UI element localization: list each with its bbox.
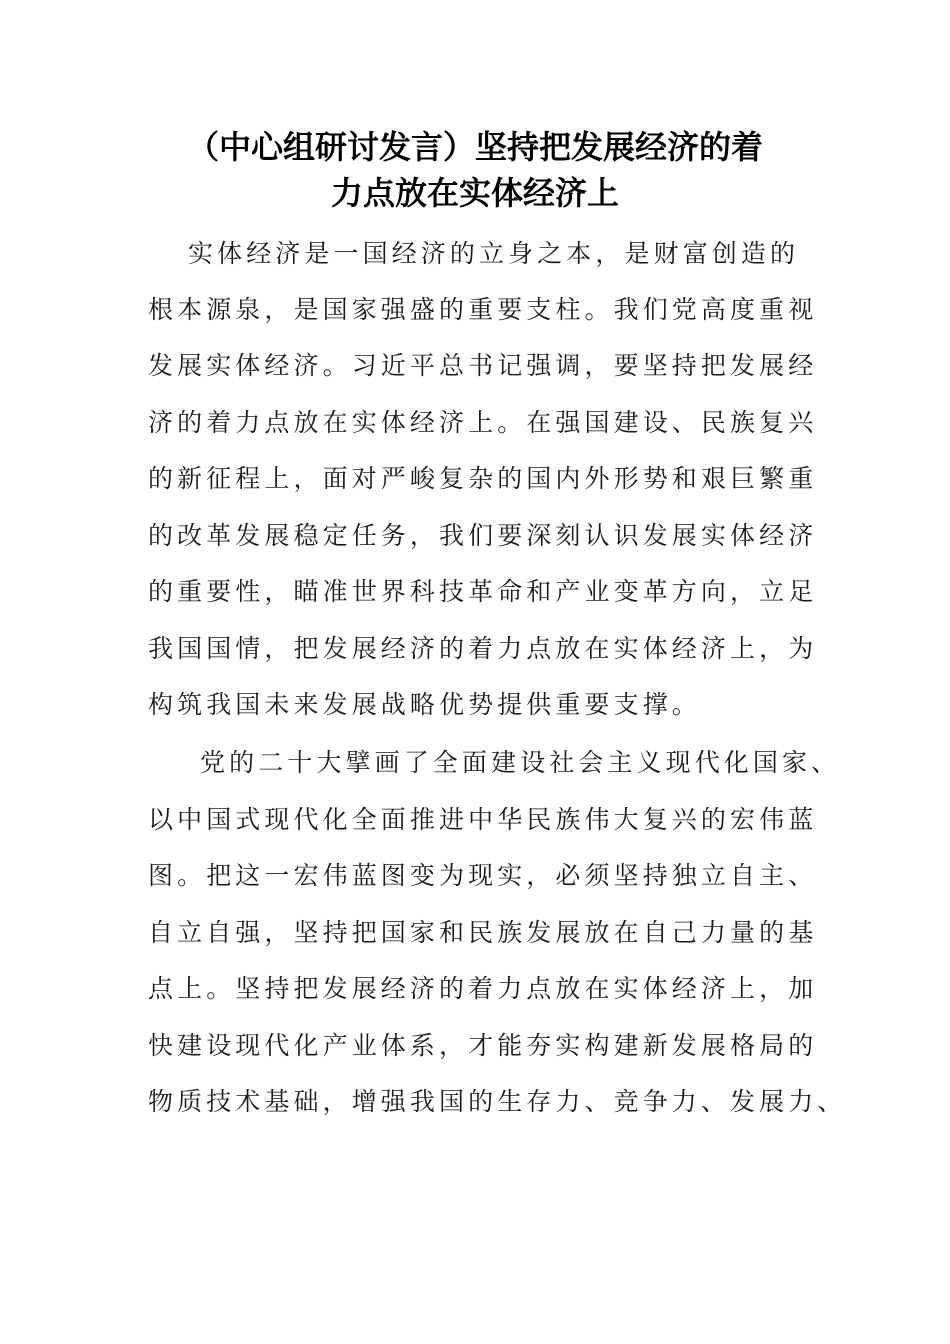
paragraph-2-line-6: 快建设现代化产业体系，才能夯实构建新发展格局的 <box>148 1031 818 1060</box>
paragraph-2-line-7: 物质技术基础，增强我国的生存力、竞争力、发展力、 <box>148 1087 847 1116</box>
document-title-line-2: 力点放在实体经济上 <box>330 174 619 212</box>
paragraph-1-line-4: 济的着力点放在实体经济上。在强国建设、民族复兴 <box>148 408 818 437</box>
paragraph-1-line-5: 的新征程上，面对严峻复杂的国内外形势和艰巨繁重 <box>148 464 818 493</box>
paragraph-1-line-1: 实体经济是一国经济的立身之本，是财富创造的 <box>188 239 800 268</box>
paragraph-1-line-3: 发展实体经济。习近平总书记强调，要坚持把发展经 <box>148 351 818 380</box>
paragraph-1-line-2: 根本源泉，是国家强盛的重要支柱。我们党高度重视 <box>148 295 818 324</box>
paragraph-1-line-8: 我国国情，把发展经济的着力点放在实体经济上，为 <box>148 634 818 663</box>
document-title-line-1: （中心组研讨发言）坚持把发展经济的着 <box>186 128 763 166</box>
paragraph-2-line-1: 党的二十大擘画了全面建设社会主义现代化国家、 <box>200 748 841 777</box>
paragraph-2-line-5: 点上。坚持把发展经济的着力点放在实体经济上，加 <box>148 974 818 1003</box>
paragraph-2-line-4: 自立自强，坚持把国家和民族发展放在自己力量的基 <box>148 918 818 947</box>
paragraph-2-line-2: 以中国式现代化全面推进中华民族伟大复兴的宏伟蓝 <box>148 805 818 834</box>
paragraph-1-line-7: 的重要性，瞄准世界科技革命和产业变革方向，立足 <box>148 577 818 606</box>
paragraph-2-line-3: 图。把这一宏伟蓝图变为现实，必须坚持独立自主、 <box>148 861 818 890</box>
paragraph-1-line-6: 的改革发展稳定任务，我们要深刻认识发展实体经济 <box>148 521 818 550</box>
paragraph-1-line-9: 构筑我国未来发展战略优势提供重要支撑。 <box>148 690 701 719</box>
